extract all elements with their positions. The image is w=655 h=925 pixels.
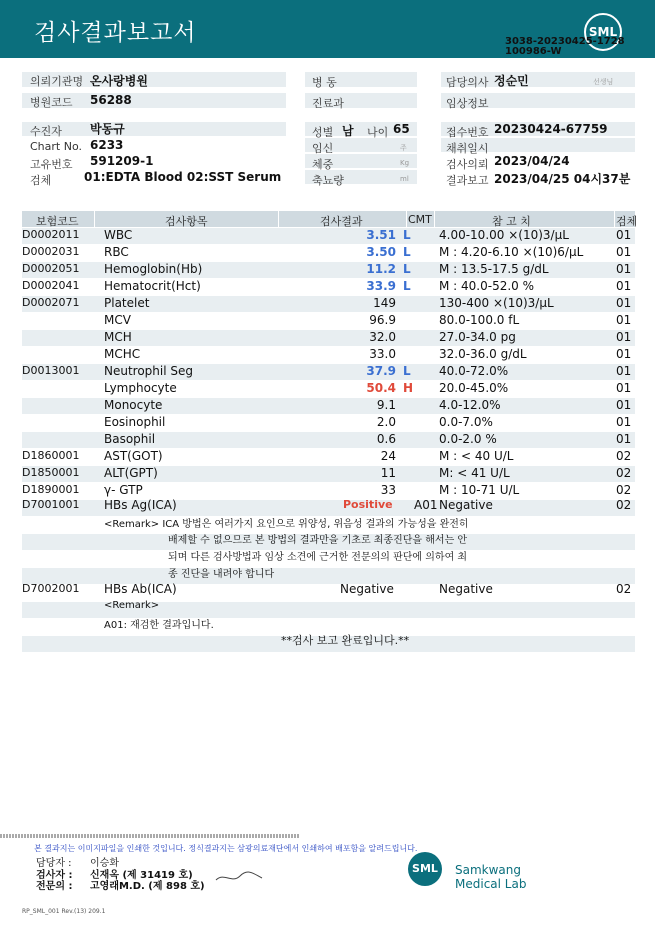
row-item: AST(GOT) [104,449,163,463]
urine-label: 축뇨량 [312,174,344,187]
row-reference: 4.0-12.0% [439,398,501,412]
weight-label: 체중 [312,158,334,171]
row-reference: M : 4.20-6.10 ×(10)6/μL [439,245,584,259]
examiner-label: 검사자 : [36,870,73,881]
hbsag-cmt: A01 [414,498,438,512]
row-specimen: 01 [616,364,632,378]
row-reference: 0.0-7.0% [439,415,493,429]
row-item: Neutrophil Seg [104,364,194,378]
row-code: D0002031 [22,245,80,258]
row-code: D0002051 [22,262,80,275]
sml-logo: SML [584,13,622,51]
hbsag-spec: 02 [616,498,632,512]
row-specimen: 01 [616,313,632,327]
specimen-label: 검체 [30,174,52,187]
hbsag-ref: Negative [439,498,493,512]
header-result: 검사결과 [320,215,363,228]
row-specimen: 01 [616,347,632,361]
row-result: 24 [380,449,396,463]
row-item: Lymphocyte [104,381,177,395]
row-item: Eosinophil [104,415,166,429]
row-flag: L [403,364,411,378]
header-item: 검사항목 [165,215,208,228]
sex-value: 남 [342,124,354,138]
header-spec: 검체 [616,215,638,228]
row-item: MCHC [104,347,141,361]
row-specimen: 01 [616,432,632,446]
row-specimen: 01 [616,279,632,293]
row-result: 9.1 [376,398,396,412]
row-specimen: 01 [616,330,632,344]
row-code: D0002011 [22,228,80,241]
row-result: 37.9 [366,364,396,378]
header-cmt: CMT [408,213,432,226]
doctor-name: 정순민 [494,74,529,88]
specialist-name: 고영래M.D. (제 898 호) [90,881,205,892]
chart-number: 6233 [90,138,124,152]
row-item: Hemoglobin(Hb) [104,262,203,276]
row-specimen: 02 [616,483,632,497]
hbsab-spec: 02 [616,582,632,596]
doctor-suffix: 선생님 [593,78,614,86]
report-label: 결과보고 [446,174,489,187]
row-code: D0002041 [22,279,80,292]
row-result: 3.50 [366,245,396,259]
sex-label: 성별 [312,126,334,139]
row-item: ALT(GPT) [104,466,158,480]
hbsag-item: HBs Ag(ICA) [104,498,177,512]
row-result: 0.6 [376,432,396,446]
age-label: 나이 [367,126,389,139]
row-code: D0013001 [22,364,80,377]
row-code: D1860001 [22,449,80,462]
row-item: MCH [104,330,132,344]
row-result: 33 [380,483,396,497]
row-specimen: 02 [616,449,632,463]
report-id: 3038-20230425-1728 100986-W [505,36,625,57]
lab-name-1: Samkwang [455,863,521,877]
hbsag-remark-1: <Remark> ICA 방법은 여러가지 요인으로 위양성, 위음성 결과의 가능성을 완전히 [104,519,469,530]
report-end-text: **검사 보고 완료입니다.** [281,634,410,647]
preg-label: 임신 [312,142,334,155]
row-result: 33.9 [366,279,396,293]
row-result: 11.2 [366,262,396,276]
row-item: Platelet [104,296,150,310]
hbsag-code: D7001001 [22,498,80,511]
footer-note: 본 결과지는 이미지파일을 인쇄한 것입니다. 정식결과지는 삼광의료재단에서 인쇄하여 배포함을 알려드립니다. [34,844,418,853]
row-item: Monocyte [104,398,163,412]
row-code: D1850001 [22,466,80,479]
row-item: Hematocrit(Hct) [104,279,201,293]
header-ref: 참 고 치 [492,215,531,228]
row-result: 33.0 [369,347,396,361]
report-title: 검사결과보고서 [34,20,197,46]
clinical-label: 임상정보 [446,97,489,110]
row-specimen: 01 [616,228,632,242]
row-specimen: 01 [616,262,632,276]
row-flag: L [403,245,411,259]
hospcode-label: 병원코드 [30,96,73,109]
doctor-label: 담당의사 [446,76,489,89]
hbsab-result: Negative [340,582,394,596]
form-code: RP_SML_001 Rev.(13) 209.1 [22,908,106,915]
row-specimen: 01 [616,381,632,395]
req-date: 2023/04/24 [494,154,570,168]
row-reference: 0.0-2.0 % [439,432,497,446]
row-reference: 80.0-100.0 fL [439,313,520,327]
reporter-label: 담당자 : [36,858,72,869]
row-reference: M : 13.5-17.5 g/dL [439,262,549,276]
specimen-value: 01:EDTA Blood 02:SST Serum [84,170,282,184]
row-flag: L [403,262,411,276]
row-reference: 40.0-72.0% [439,364,509,378]
row-result: 11 [380,466,396,480]
row-item: RBC [104,245,129,259]
idno-label: 고유번호 [30,158,73,171]
hbsab-code: D7002001 [22,582,80,595]
row-reference: 130-400 ×(10)3/μL [439,296,554,310]
row-reference: 20.0-45.0% [439,381,509,395]
collect-label: 채취일시 [446,142,489,155]
row-specimen: 01 [616,245,632,259]
hbsab-item: HBs Ab(ICA) [104,582,177,596]
hbsab-remark: <Remark> [104,600,160,611]
row-reference: M: < 41 U/L [439,466,510,480]
idno-value: 591209-1 [90,154,154,168]
row-item: MCV [104,313,131,327]
hbsab-ref: Negative [439,582,493,596]
row-flag: H [403,381,414,395]
hbsag-result: Positive [343,498,393,511]
req-label: 검사의뢰 [446,158,489,171]
row-reference: M : 10-71 U/L [439,483,520,497]
weight-unit: Kg [400,159,410,167]
row-result: 149 [373,296,396,310]
hospcode-value: 56288 [90,93,132,107]
ward-label: 병 동 [312,76,337,89]
urine-unit: ml [400,175,409,183]
row-result: 2.0 [376,415,396,429]
row-result: 3.51 [366,228,396,242]
row-reference: M : < 40 U/L [439,449,514,463]
patient-name: 박동규 [90,122,125,136]
hospital-label: 의뢰기관명 [30,75,84,88]
lab-name-2: Medical Lab [455,877,527,891]
row-reference: 32.0-36.0 g/dL [439,347,527,361]
row-flag: L [403,279,411,293]
age-value: 65 [393,122,410,136]
chart-label: Chart No. [30,140,82,153]
row-reference: M : 40.0-52.0 % [439,279,535,293]
hbsag-remark-2: 배제할 수 없으므로 본 방법의 결과만을 기초로 최종진단을 해서는 안 [168,535,468,546]
row-item: Basophil [104,432,156,446]
hbsab-a01-note: A01: 재검한 결과입니다. [104,620,214,631]
header-code: 보험코드 [36,215,79,228]
row-result: 50.4 [366,381,396,395]
row-item: WBC [104,228,133,242]
row-specimen: 01 [616,415,632,429]
lab-logo: SML [408,852,442,886]
row-specimen: 01 [616,398,632,412]
row-code: D0002071 [22,296,80,309]
row-reference: 27.0-34.0 pg [439,330,516,344]
hospital-name: 온사랑병원 [90,74,148,88]
patient-label: 수진자 [30,125,62,138]
recept-label: 접수번호 [446,126,489,139]
hbsag-remark-3: 되며 다른 검사방법과 임상 소견에 근거한 전문의의 판단에 의하여 최 [168,552,468,563]
signature-mark [214,868,264,886]
row-flag: L [403,228,411,242]
row-reference: 4.00-10.00 ×(10)3/μL [439,228,569,242]
row-item: γ- GTP [104,483,143,497]
row-code: D1890001 [22,483,80,496]
row-specimen: 02 [616,466,632,480]
examiner-name: 신재옥 (제 31419 호) [90,870,193,881]
recept-number: 20230424-67759 [494,122,608,136]
row-result: 32.0 [369,330,396,344]
preg-unit: 주 [400,144,407,152]
row-specimen: 01 [616,296,632,310]
hbsag-remark-4: 종 진단을 내려야 합니다 [168,569,275,580]
reporter-name: 이승화 [90,858,119,869]
specialist-label: 전문의 : [36,881,73,892]
dept-label: 진료과 [312,97,344,110]
row-result: 96.9 [369,313,396,327]
report-date: 2023/04/25 04시37분 [494,172,631,186]
